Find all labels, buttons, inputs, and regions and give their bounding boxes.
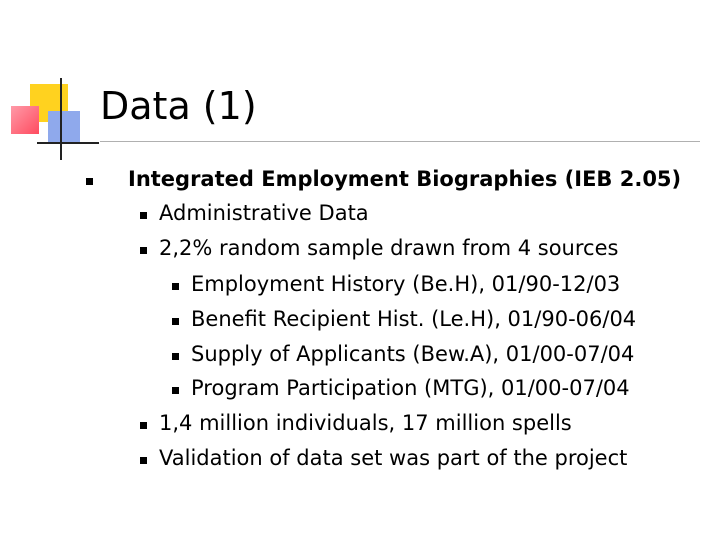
logo-pink-square: [11, 106, 39, 134]
list-item: Validation of data set was part of the project: [159, 446, 628, 470]
list-item: 2,2% random sample drawn from 4 sources: [159, 236, 619, 260]
source-item: Benefit Recipient Hist. (Le.H), 01/90-06/04: [191, 307, 637, 331]
source-item: Employment History (Be.H), 01/90-12/03: [191, 272, 621, 296]
logo-horizontal-line: [37, 142, 99, 144]
bullet-icon: [172, 353, 179, 360]
slide-title: Data (1): [100, 84, 257, 128]
bullet-icon: [172, 387, 179, 394]
bullet-icon: [140, 212, 147, 219]
bullet-icon: [140, 457, 147, 464]
bullet-icon: [172, 283, 179, 290]
title-divider: [100, 141, 700, 142]
bullet-icon: [86, 178, 93, 185]
source-item: Program Participation (MTG), 01/00-07/04: [191, 376, 630, 400]
bullet-icon: [140, 422, 147, 429]
main-bullet-heading: Integrated Employment Biographies (IEB 2.05): [128, 167, 682, 191]
logo-blue-square: [48, 111, 80, 143]
source-item: Supply of Applicants (Bew.A), 01/00-07/04: [191, 342, 635, 366]
list-item: 1,4 million individuals, 17 million spells: [159, 411, 572, 435]
bullet-icon: [172, 318, 179, 325]
bullet-icon: [140, 247, 147, 254]
slide-logo-icon: [0, 0, 110, 170]
logo-vertical-line: [60, 78, 62, 160]
list-item: Administrative Data: [159, 201, 369, 225]
